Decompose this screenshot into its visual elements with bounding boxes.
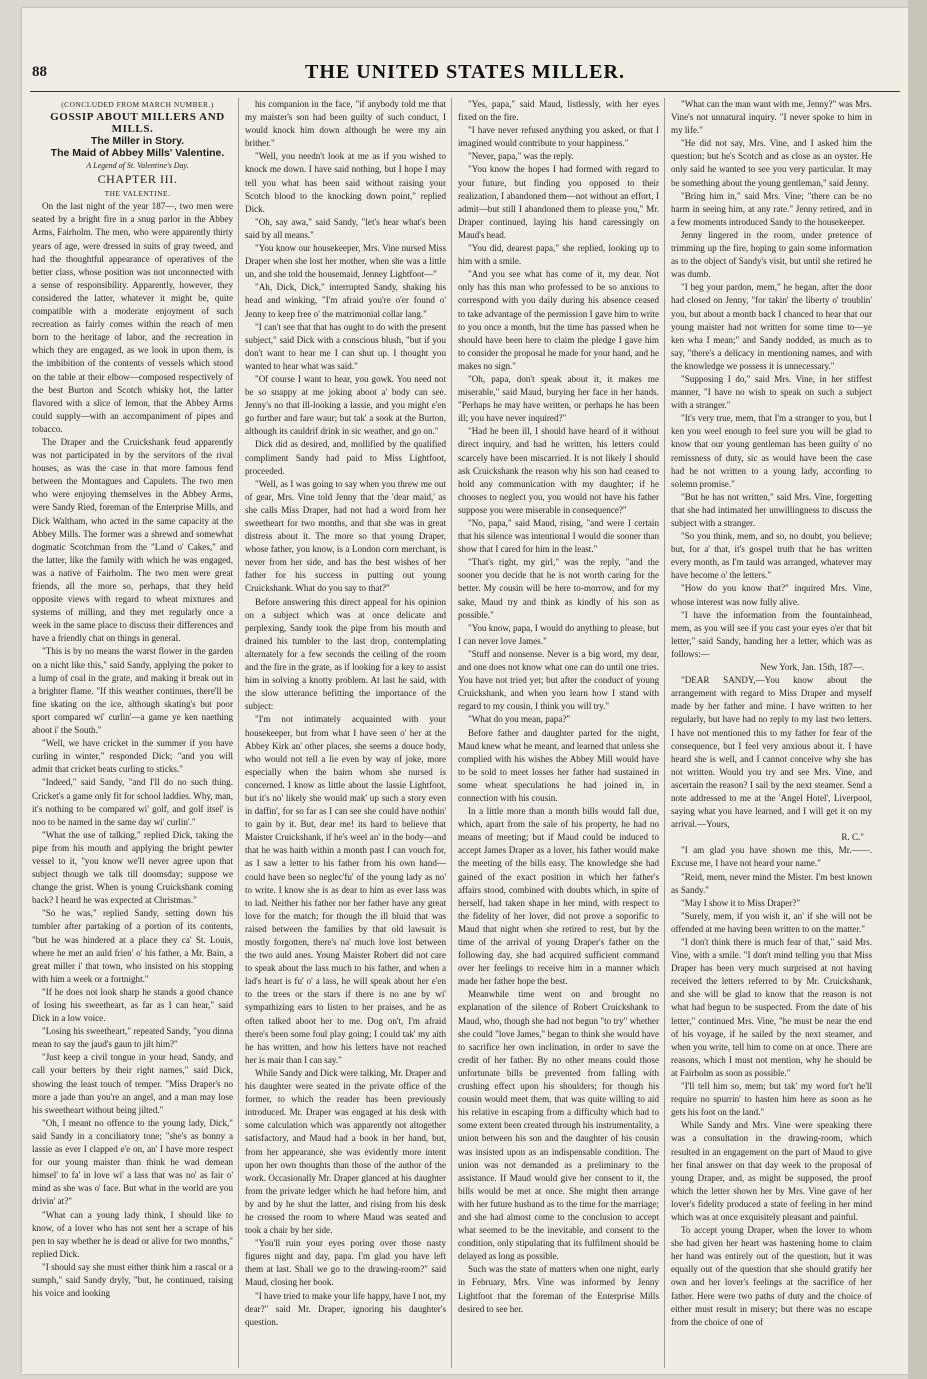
paragraph: "What the use of talking," replied Dick, taking the pipe from his mouth and applying the bright pewter vessel to it, "you know we'll never agree upon that subject though we talk till doomsday; suppose we change the grist. When is young Cruickshank coming back? I heard he was expected at Christmas." — [32, 829, 233, 906]
paragraph: "I have the information from the fountainhead, mem, as you will see if you cast your eyes o'er that bit letter," said Sandy, handing her a letter, which was as follows:— — [671, 609, 872, 659]
column-2-body — [245, 98, 446, 1329]
paragraph: his companion in the face, "if anybody told me that my maister's son had been guilty of such conduct, I would knock him down although he were my ain brither." — [245, 99, 446, 149]
column-divider — [451, 98, 452, 1368]
concluded-note: (CONCLUDED FROM MARCH NUMBER.) — [61, 100, 214, 109]
paragraph: "Yes, papa," said Maud, listlessly, with her eyes fixed on the fire. — [458, 99, 659, 123]
paragraph: "Just keep a civil tongue in your head, Sandy, and call your betters by their right names," said Dick, showing the least touch of temper. "Miss Draper's no more a jade than you're an angel, and a man may lose his sweetheart without being jilted." — [32, 1052, 233, 1115]
adjacent-page-edge — [908, 0, 927, 1379]
column-3-body — [458, 98, 659, 1316]
paragraph: "Supposing I do," said Mrs. Vine, in her stiffest manner, "I have no wish to speak on such a subject with a stranger." — [671, 373, 872, 411]
paragraph: "You'll ruin your eyes poring over those nasty figures night and day, papa. I'm glad you have left them at last. Shall we go to the drawing-room?" said Maud, closing her book. — [245, 1238, 446, 1288]
column-2 — [245, 98, 446, 1368]
newspaper-page — [22, 8, 908, 1374]
letter-signature: R. C." — [841, 832, 864, 843]
paragraph: The Draper and the Cruickshank feud apparently was not participated in by the servitors of the rival houses, as was the case in that more famous fend between the Montagues and Capulets. The two men who were enjoying themselves in the Abbey Arms, were Sandy Ried, foreman of the Enterprise Mills, and Dick Waltham, who acted in the same capacity at the Abbey Mills. The former was a shrewd and somewhat dogmatic Scotchman from the "Land o' Cakes," and the latter, like the family with which he was engaged, was a native of Fairholm. The two men were great friends, all the more so, perhaps, that they held opposite views with regard to wheat mixtures and systems of milling, and they met regularly once a week in the same place to discuss their differences and have a friendly chat on things in general. — [32, 436, 233, 644]
newspaper-title: THE UNITED STATES MILLER. — [305, 61, 625, 83]
paragraph: "You know our housekeeper, Mrs. Vine nursed Miss Draper when she lost her mother, when she was a little un, and she told the housemaid, Jenney Lightfoot—" — [245, 243, 446, 280]
paragraph: "Oh, papa, don't speak about it, it makes me miserable," said Maud, burying her face in her hands. "Perhaps he may have written, or perhaps he has been ill; you have never inquired?" — [458, 373, 659, 424]
paragraph: "No, papa," said Maud, rising, "and were I certain that his silence was intentional I would die sooner than show that I cared for him in the least." — [458, 518, 659, 555]
paragraph: "But he has not written," said Mrs. Vine, forgetting that she had intimated her unwillingness to discuss the subject with a stranger. — [671, 491, 872, 528]
paragraph: "Bring him in," said Mrs. Vine; "there can be no harm in seeing him, at any rate." Jenny retired, and in a few moments introduced Sandy to the housekeeper. — [671, 190, 872, 227]
paragraph: "It's very true, mem, that I'm a stranger to you, but I ken you weel enough to feel sure you will be glad to know that our young gentleman has been guilty o' no remissness of duty, sic as would have been the case had he not written to a young lady, according to solemn promise." — [671, 413, 872, 489]
paragraph: "I'll tell him so, mem; but tak' my word for't he'll require no spurrin' to hasten him here as soon as he gets his foot on the land." — [671, 1081, 872, 1118]
paragraph: "I should say she must either think him a rascal or a sumph," said Sandy dryly, "but, he continued, raising his voice and looking — [32, 1261, 233, 1299]
letter-dateline: New York, Jan. 15th, 187—. — [760, 662, 864, 673]
paragraph: "You did, dearest papa," she replied, looking up to him with a smile. — [458, 243, 659, 267]
paragraph: "Had he been ill, I should have heard of it without direct inquiry, and had he written, his letters could scarcely have been miscarried. It is not likely I should ask Cruickshank the reason why his son had ceased to hold any communication with my daughter; if he chooses to neglect you, you would not have his father suppose you were miserable in consequence?" — [458, 426, 659, 515]
paragraph: "I have never refused anything you asked, or that I imagined would contribute to your happiness." — [458, 125, 659, 149]
paragraph: "And you see what has come of it, my dear. Not only has this man who professed to be so anxious to correspond with you daily during his absence ceased to take advantage of the permission I gave him to write to you once a month, but the time has passed when he should have been here to claim the pledge I gave him to consider the proposal he made for your hand, and he makes no sign." — [458, 269, 659, 371]
story-heading: The Miller in Story. — [90, 135, 185, 148]
paragraph: "Well, we have cricket in the summer if you have curling in winter," responded Dick; "and you will admit that cricket beats curling to sticks." — [32, 738, 233, 775]
paragraph: "Well, as I was going to say when you threw me out of gear, Mrs. Vine told Jenny that the 'dear maid,' as she calls Miss Draper, had not had a word from her sweetheart for two months, and that she was in great distress about it. The more so that young Draper, whose father, you know, is a London corn merchant, is never from her side, and has the best wishes of her father for his success in putting out young Cruickshank. What do you say to that?" — [245, 478, 446, 594]
chapter-heading: CHAPTER III. — [97, 172, 178, 187]
paragraph: In a little more than a month bills would fall due, which, apart from the sale of his property, he had no means of meeting; but if Maud could be induced to accept James Draper as a lover, his father would make the meeting of the bills easy. The knowledge she had gained of the exact position in which her father's affairs stood, combined with doubts which, in spite of herself, had taken shape in her mind, with respect to the fidelity of her lover, did not prove a soporific to Maud that night when she retired to rest, but by the time of the arrival of young Draper's father on the following day, she had acquired sufficient command over her feelings to receive him in a manner which made her father hope the best. — [458, 806, 659, 987]
column-4-body-continued — [671, 844, 872, 1328]
story-subtitle: A Legend of St. Valentine's Day. — [86, 161, 189, 171]
paragraph: "What do you mean, papa?" — [468, 714, 571, 725]
paragraph: "I am glad you have shown me this, Mr.——. Excuse me, I have not heard your name." — [671, 845, 872, 869]
column-1 — [32, 98, 233, 1368]
paragraph: "Surely, mem, if you wish it, an' if she will not be offended at me having been written to on the matter." — [671, 910, 872, 934]
paragraph: "Ah, Dick, Dick," interrupted Sandy, shaking his head and winking, "I'm afraid you're o'er found o' Jenny to keep free o' the matrimonial collar lang." — [245, 282, 446, 319]
chapter-subtitle: THE VALENTINE. — [104, 189, 171, 199]
column-3 — [458, 98, 659, 1368]
paragraph: "Never, papa," was the reply. — [468, 151, 574, 162]
paragraph: While Sandy and Dick were talking, Mr. Draper and his daughter were seated in the private office of the former, to which the reader has been previously introduced. Mr. Draper was engaged at his desk with some calculation which was apparently not altogether satisfactory, and Maud had a book in her hand, but, from her appearance, she was evidently more intent upon her own thoughts than those of the author of the work. Occasionally Mr. Draper glanced at his daughter from the private ledger which he had before him, and by and by he shut the latter, and rising from his desk he crossed the room to where Maud was seated and took a chair by her side. — [245, 1067, 446, 1236]
paragraph: "So you think, mem, and so, no doubt, you believe; but, for a' that, it's gospel truth that he has written every month, as I'm tauld was arranged, whatever may have become o' the letters." — [671, 531, 872, 581]
paragraph: "I beg your pardon, mem," he began, after the door had closed on Jenny, "for takin' the liberty o' troublin' you, but about a month back I chanced to hear that our young maister had not written for some time to—ye ken wha I mean;" and Sandy nodded, as much as to say, "there's a delicacy in mentioning names, and with the knowledge we possess it is unnecessary." — [671, 282, 872, 371]
paragraph: "Oh, I meant no offence to the young lady, Dick," said Sandy in a conciliatory tone; "she's as bonny a lassie as ever I clapped e'e on, an' I have more respect for our young maister than think he wad demean himsel' to fa' in love wi' a lass that was no' as fair o' mind as she was o' face. But what in the world are you drivin' at?" — [32, 1117, 233, 1207]
paragraph: Before father and daughter parted for the night, Maud knew what he meant, and learned that unless she complied with his wishes the Abbey Mill would have to be sold to meet losses her father had sustained in some wheat speculations he had joined in, in connection with his cousin. — [458, 727, 659, 803]
paragraph: Dick did as desired, and, mollified by the qualified compliment Sandy had paid to Miss Lightfoot, proceeded. — [245, 439, 446, 476]
column-1-body — [32, 200, 233, 1300]
paragraph: To accept young Draper, when the lover to whom she had given her heart was hastening home to claim her hand was entirely out of the question, but it was equally out of the question that she should gratify her own and her lover's feelings at the sacrifice of her father. Here were two paths of duty and the choice of either must result in misery; but there was no escape from the choice of one of — [671, 1225, 872, 1327]
paragraph: "Of course I want to hear, you gowk. You need not be so snappy at me joking aboot a' body can see. Jenny's no that ill-looking a lassie, and you might e'en go further and fare waur; but tak' a sook at the Burton, although its cauldrif drink in sic weather, and go on." — [245, 373, 446, 437]
column-divider — [238, 98, 239, 1368]
paragraph: Such was the state of matters when one night, early in February, Mrs. Vine was informed by Jenny Lightfoot that the foreman of the Enterprise Mills desired to see her. — [458, 1264, 659, 1314]
paragraph: "If he does not look sharp he stands a good chance of losing his sweetheart, as far as I can hear," said Dick in a low voice. — [32, 986, 233, 1024]
paragraph: "That's right, my girl," was the reply, "and the sooner you decide that he is not worth caring for the better. My cousin will be here to-morrow, and for my sake, Maud try and think as kindly of his son as possible." — [458, 557, 659, 620]
paragraph: Jenny lingered in the room, under pretence of trimming up the fire, hoping to gain some information as to the object of Sandy's visit, but until she retired he was dumb. — [671, 229, 872, 280]
masthead — [22, 58, 908, 94]
paragraph: "Stuff and nonsense. Never is a big word, my dear, and one does not know what one can do until one tries. You have not tried yet; but after the conduct of young Cruickshank, and when you learn how I stand with regard to my cousin, I think you will try." — [458, 648, 659, 712]
paragraph: Before answering this direct appeal for his opinion on a subject which was at once delicate and perplexing, Sandy took the pipe from his mouth and drained his tumbler to the last drop, contemplating alternately for a few seconds the ceiling of the room and the fire in the grate, as if looking for a key to assist him in solving a knotty problem. At last he said, with the slow utterance befitting the importance of the subject: — [245, 596, 446, 712]
paragraph: "Well, you needn't look at me as if you wished to knock me down. I have said nothing, but I hope I may tell you what has been said without raising your Scotch blood to the knocking down point," replied Dick. — [245, 151, 446, 214]
paragraph: "What can the man want with me, Jenny?" was Mrs. Vine's not unnatural inquiry. "I never spoke to him in my life." — [671, 99, 872, 136]
story-title: The Maid of Abbey Mills' Valentine. — [50, 147, 225, 160]
paragraph: Meanwhile time went on and brought no explanation of the silence of Robert Cruickshank to Maud, who, though she had not begun "to try" whether she could "love James," began to think she would have to sacrifice her own inclination, in order to save the credit of her father. By no other means could those unfortunate bills be prevented from falling with crushing effect upon his shoulders; for though his cousin would meet them, that was quite willing to aid his relative in escaping from a difficulty which had to some extent been created through his instrumentality, a union between his son and the daughter of his cousin was insisted upon as an indispensable condition. The union was not demanded as a preliminary to the assistance. If Maud would give her consent to it, the bills would be met at once. She might then arrange with her future husband as to the time for the marriage; and she had almost come to the conclusion to accept what seemed to be the inevitable, and consent to the condition, only stipulating that its fulfilment should be delayed as long as possible. — [458, 989, 659, 1262]
paragraph: "I'm not intimately acquainted with your housekeeper, but from what I have seen o' her at the Abbey Kirk an' other places, she seems a douce body, who would not tell a lie even by way of joke, more especially when the bairn whom she nursed is concerned. I know as little about the lassie Lightfoot, but it's no' likely she would mak' up such a story even in daffin', for so far as I can see she could have nothin' to gain by it. But, dear me! its hard to believe that Maister Cruickshank, if he's weel an' in the body—and that he was haith within a month past I can vouch for, as I saw a letter to his father from his own hand—could have been so neglec'fu' of the young lady as no' to write. I know she is as dear to him as ever lass was to lad. Neither his father nor her father have any great love for the match; for though the ill bluid that was raised between the families by that old lawsuit is mostly forgotten, there's na' much love lost between the two auld anes. Young Maister Robert did not care to speak about the lass much to his father, and when a lad's heart is fu' o' a lass, he will speak about her e'en to the trees or the stars if there is no ane by wi' sympathizing ears to listen to her praises, and he as often talked aboot her to me. Dog on't, I'm afraid there's been some foul play going; I could tak' my aith he has written, and how his letters have not reached her is mair than I can say." — [245, 714, 446, 1065]
column-4-body — [671, 98, 872, 661]
paragraph: "Oh, say awa," said Sandy, "let's hear what's been said by all means." — [245, 216, 446, 240]
paragraph: "What can a young lady think, I should like to know, of a lover who has not sent her a scrape of his pen to say whether he is dead or alive for two months," replied Dick. — [32, 1209, 233, 1259]
page-number: 88 — [32, 64, 47, 80]
letter-body: "DEAR SANDY,—You know about the arrangement with regard to Miss Draper and myself made by her father and mine. I have written to her regularly, but have had no reply to my last two letters. I have not mentioned this to my father for fear of the consequence, but I feel very anxious about it. I have heard she is well, and I cannot conceive why she has not written. Would you try and see Mrs. Vine, and ascertain the reason? I sail by the next steamer. Send a note addressed to me at the 'Angel Hotel', Liverpool, saying what you have learned, and I will get it on my arrival.—Yours, — [671, 675, 872, 830]
paragraph: "I don't think there is much fear of that," said Mrs. Vine, with a smile. "I don't mind telling you that Miss Draper has been very much surprised at not having received the letters referred to by Mr. Cruickshank, and she will be glad to know that the reason is not what had begun to be suspected. From the date of his letter," continued Mrs. Vine, "he must be near the end of his voyage, if he sailed by the next steamer, and when you write, tell him to come on at once. There are reasons, which I must not mention, why he should be at Fairholm as soon as possible." — [671, 937, 872, 1078]
paragraph: On the last night of the year 187—, two men were seated by a bright fire in a snug parlor in the Abbey Arms, Fairholm. The men, who were apparently thirty years of age, were dressed in suits of gray tweed, and had the thoughtful appearance of operatives of the better class, whose position was not unconnected with a sense of responsibility. Apparently, however, they considered the latter, whatever it might be, quite compatible with a moderate enjoyment of such recreation as fairly comes within the reach of men born to the heritage of labor, and the recreation in which they are engaged, as we look in upon them, is the imbibition of the contents of vessels which stood on the table at their elbow—composed respectively of the best Burton and Scotch whisky hot, the latter flavored with a slice of lemon, that the Abbey Arms could supply—with an accompaniment of pipes and tobacco. — [32, 201, 233, 434]
paragraph: "Indeed," said Sandy, "and I'll do no such thing. Cricket's a game only fit for school laddies. Why, man, it's nothing to be compared wi' golf, and golf itsel' is noo to be named in the same day wi' curlin'." — [32, 777, 233, 827]
paragraph: "You know, papa, I would do anything to please, but I can never love James." — [458, 622, 659, 646]
paragraph: "So he was," replied Sandy, setting down his tumbler after partaking of a portion of its contents, "but he was hindered at a place they ca' St. Louis, where he met an auld frien' o' his father, a Mr. Bain, a great miller i' that town, who insisted on his stopping with him a week or a fortnight." — [32, 908, 233, 984]
paragraph: "Reid, mem, never mind the Mister. I'm best known as Sandy." — [671, 871, 872, 895]
paragraph: "I have tried to make your life happy, have I not, my dear?" said Mr. Draper, ignoring his daughter's question. — [245, 1290, 446, 1327]
paragraph: "This is by no means the warst flower in the garden on a nicht like this," said Sandy, applying the poker to a lump of coal in the grate, and making it break out in a brighter flame. "If this weather continues, there'll be fine skating on the ice, although skating's but poor sport compared wi' curlin'—a game ye ken naething aboot i' the South." — [32, 646, 233, 736]
paragraph: "I can't see that that has ought to do with the present subject," said Dick with a conscious blush, "but if you don't want to hear me I can shut up. I thought you wanted to hear what was said." — [245, 321, 446, 371]
paragraph: While Sandy and Mrs. Vine were speaking there was a consultation in the drawing-room, which resulted in an engagement on the part of Maud to give her final answer on that day week to the proposal of young Draper, and, as might be supposed, the proof which the letter shown her by Mrs. Vine gave of her lover's fidelity produced a state of feeling in her mind which was at once exquisitely pleasant and painful. — [671, 1120, 872, 1222]
column-4 — [671, 98, 872, 1368]
paragraph: "He did not say, Mrs. Vine, and I asked him the question; but he's Scotch and as close as an oyster. He only said he wanted to see you very particular. It may be something about the young gentleman," said Jenny. — [671, 138, 872, 188]
paragraph: "You know the hopes I had formed with regard to your future, but finding you opposed to their realization, I abandoned them—not without an effort, I admit—but still I abandoned them to please you," Mr. Draper continued, laying his hand caressingly on Maud's head. — [458, 164, 659, 240]
paragraph: "How do you know that?" inquired Mrs. Vine, whose interest was now fully alive. — [671, 583, 872, 607]
paragraph: "May I show it to Miss Draper?" — [681, 897, 801, 908]
header-rule — [30, 91, 900, 92]
paragraph: "Losing his sweetheart," repeated Sandy, "you dinna mean to say the jaud's gaun to jilt him?" — [32, 1026, 233, 1050]
column-divider — [664, 98, 665, 1368]
section-heading: GOSSIP ABOUT MILLERS AND MILLS. — [50, 111, 225, 136]
